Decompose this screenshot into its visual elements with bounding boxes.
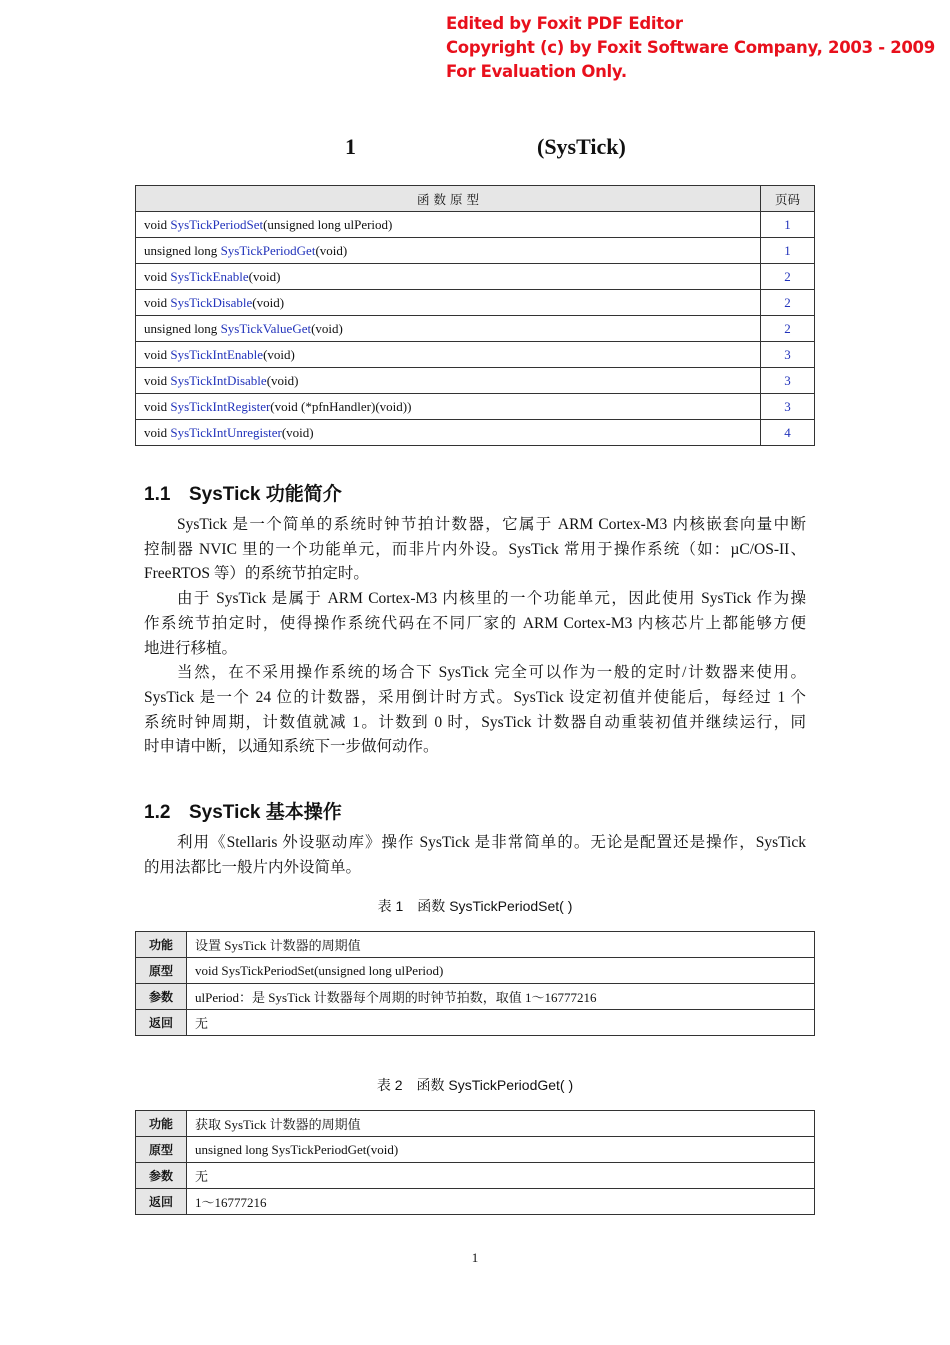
- toc-row: [136, 264, 815, 290]
- return-type: void: [144, 268, 171, 284]
- table-row: [136, 1163, 815, 1189]
- parameters: (void): [266, 372, 299, 388]
- prototype-cell: [136, 420, 761, 446]
- toc-row: [136, 420, 815, 446]
- text-line: SysTick 是一个简单的系统时钟节拍计数器，它属于 ARM Cortex-M3 内核嵌套向量中断: [177, 516, 806, 533]
- page-link[interactable]: 2: [761, 316, 815, 342]
- row-label: 功能: [136, 932, 187, 958]
- row-label: 原型: [136, 1137, 187, 1163]
- text-line: FreeRTOS 等）的系统节拍定时。: [144, 565, 369, 583]
- return-type: unsigned long: [144, 320, 221, 336]
- text-line: 利用《Stellaris 外设驱动库》操作 SysTick 是非常简单的。无论是配置还是操作，SysTick: [177, 834, 806, 851]
- row-value: unsigned long SysTickPeriodGet(void): [187, 1137, 815, 1163]
- section-1-2-body: [144, 831, 806, 880]
- row-label: 功能: [136, 1111, 187, 1137]
- return-type: void: [144, 398, 171, 414]
- text-line: SysTick 是一个 24 位的计数器，采用倒计时方式。SysTick 设定初值并使能后，每经过 1 个: [144, 688, 806, 706]
- function-link[interactable]: SysTickEnable: [170, 268, 249, 284]
- function-link[interactable]: SysTickPeriodSet: [170, 216, 264, 232]
- row-value: 获取 SysTick 计数器的周期值: [187, 1111, 815, 1137]
- return-type: void: [144, 372, 171, 388]
- function-index-table: [135, 185, 815, 446]
- row-value: 无: [187, 1163, 815, 1189]
- text-line: 当然，在不采用操作系统的场合下 SysTick 完全可以作为一般的定时/计数器来使用。: [177, 664, 806, 682]
- page-number: 1: [471, 1250, 479, 1265]
- toc-row: [136, 238, 815, 264]
- table-row: [136, 1137, 815, 1163]
- page-link[interactable]: 3: [761, 368, 815, 394]
- return-type: void: [144, 424, 171, 440]
- parameters: (void (*pfnHandler)(void)): [270, 398, 412, 414]
- chapter-number: 1: [345, 134, 356, 159]
- table-row: [136, 1010, 815, 1036]
- row-value: void SysTickPeriodSet(unsigned long ulPeriod): [187, 958, 815, 984]
- prototype-cell: [136, 342, 761, 368]
- parameters: (unsigned long ulPeriod): [263, 216, 393, 232]
- toc-row: [136, 290, 815, 316]
- table-row: [136, 1111, 815, 1137]
- toc-row: [136, 342, 815, 368]
- parameters: (void): [252, 294, 285, 310]
- section-1-2-heading: [144, 797, 342, 824]
- return-type: void: [144, 216, 171, 232]
- prototype-cell: [136, 238, 761, 264]
- table-2-caption: 表 2 函数 SysTickPeriodGet( ): [376, 1077, 574, 1093]
- function-link[interactable]: SysTickDisable: [170, 294, 253, 310]
- text-line: 的用法都比一般片内外设简单。: [144, 858, 362, 876]
- toc-row: [136, 394, 815, 420]
- return-type: void: [144, 346, 171, 362]
- page-link[interactable]: 3: [761, 342, 815, 368]
- function-link[interactable]: SysTickIntRegister: [170, 398, 271, 414]
- return-type: unsigned long: [144, 242, 221, 258]
- row-value: 无: [187, 1010, 815, 1036]
- text-line: 作系统节拍定时，使得操作系统代码在不同厂家的 ARM Cortex-M3 内核芯片上都能够方便: [144, 614, 806, 632]
- parameters: (void): [311, 320, 343, 336]
- row-label: 返回: [136, 1010, 187, 1036]
- text-line: 由于 SysTick 是属于 ARM Cortex-M3 内核里的一个功能单元，因此使用 SysTick 作为操: [177, 590, 806, 608]
- function-link[interactable]: SysTickPeriodGet: [220, 242, 316, 258]
- section-1-1-body: [144, 513, 806, 760]
- header-prototype: 函 数 原 型: [136, 186, 761, 212]
- table-row: [136, 932, 815, 958]
- prototype-cell: [136, 316, 761, 342]
- prototype-cell: [136, 368, 761, 394]
- section-number: 1.1: [144, 484, 171, 505]
- function-link[interactable]: SysTickIntEnable: [170, 346, 264, 362]
- row-value: 1～16777216: [187, 1189, 815, 1215]
- section-1-1-heading: [144, 479, 342, 506]
- section-title: SysTick 基本操作: [189, 802, 342, 823]
- row-label: 原型: [136, 958, 187, 984]
- row-value: 设置 SysTick 计数器的周期值: [187, 932, 815, 958]
- page-link[interactable]: 1: [761, 212, 815, 238]
- parameters: (void): [263, 346, 295, 362]
- parameters: (void): [315, 242, 348, 258]
- toc-row: [136, 212, 815, 238]
- row-value: ulPeriod：是 SysTick 计数器每个周期的时钟节拍数，取值 1～16777216: [187, 984, 815, 1010]
- text-line: 控制器 NVIC 里的一个功能单元，而非片内外设。SysTick 常用于操作系统（如：µC/OS-II、: [144, 540, 806, 558]
- prototype-cell: [136, 290, 761, 316]
- prototype-cell: [136, 212, 761, 238]
- text-line: 地进行移植。: [144, 639, 238, 657]
- prototype-cell: [136, 264, 761, 290]
- table-row: [136, 984, 815, 1010]
- header-page: 页码: [761, 186, 815, 212]
- text-line: 系统时钟周期，计数值就减 1。计数到 0 时，SysTick 计数器自动重装初值并继续运行，同: [144, 713, 806, 731]
- table-row: [136, 958, 815, 984]
- page-link[interactable]: 3: [761, 394, 815, 420]
- text-line: 时申请中断，以通知系统下一步做何动作。: [144, 738, 439, 756]
- section-title: SysTick 功能简介: [189, 484, 342, 505]
- table-2: [135, 1110, 815, 1215]
- toc-row: [136, 368, 815, 394]
- watermark-line: Edited by Foxit PDF Editor: [446, 14, 683, 33]
- parameters: (void): [281, 424, 314, 440]
- page-link[interactable]: 1: [761, 238, 815, 264]
- watermark-line: Copyright (c) by Foxit Software Company, 2003 - 2009: [446, 38, 935, 57]
- toc-row: [136, 316, 815, 342]
- row-label: 参数: [136, 984, 187, 1010]
- function-link[interactable]: SysTickValueGet: [220, 320, 312, 336]
- page-link[interactable]: 4: [761, 420, 815, 446]
- function-link[interactable]: SysTickIntUnregister: [170, 424, 282, 440]
- prototype-cell: [136, 394, 761, 420]
- foxit-watermark: [446, 12, 935, 84]
- function-link[interactable]: SysTickIntDisable: [170, 372, 267, 388]
- parameters: (void): [248, 268, 281, 284]
- chapter-title: (SysTick): [537, 134, 626, 159]
- watermark-line: For Evaluation Only.: [446, 62, 627, 81]
- table-row: [136, 1189, 815, 1215]
- return-type: void: [144, 294, 171, 310]
- table-1-caption: 表 1 函数 SysTickPeriodSet( ): [377, 898, 573, 914]
- page-link[interactable]: 2: [761, 264, 815, 290]
- row-label: 参数: [136, 1163, 187, 1189]
- section-number: 1.2: [144, 802, 171, 823]
- row-label: 返回: [136, 1189, 187, 1215]
- table-1: [135, 931, 815, 1036]
- page-link[interactable]: 2: [761, 290, 815, 316]
